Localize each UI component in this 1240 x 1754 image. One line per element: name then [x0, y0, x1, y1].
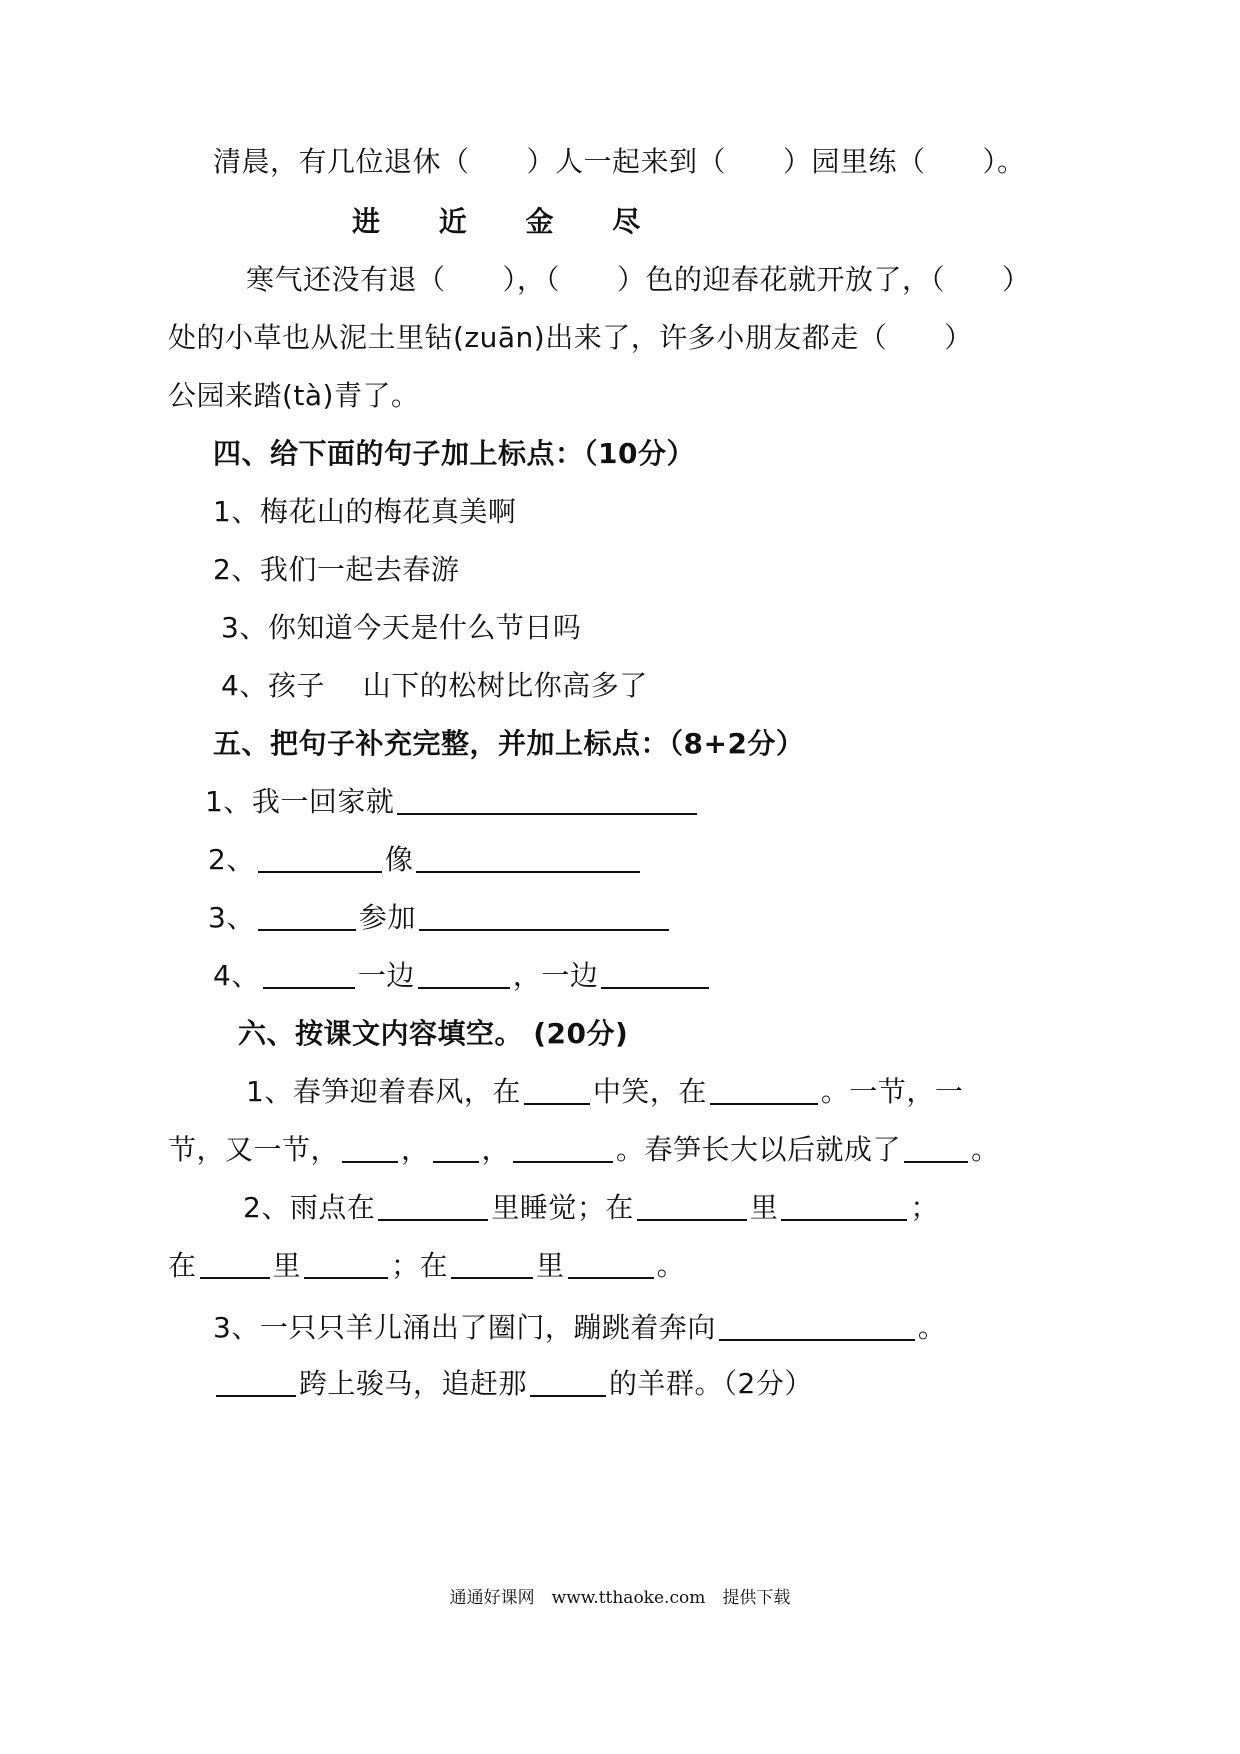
complete-sentence-2: 2、 像	[208, 840, 643, 880]
word-choice: 进	[352, 205, 381, 238]
punctuation-item: 3、你知道今天是什么节日吗	[221, 611, 582, 644]
punctuation-item: 4、孩子 山下的松树比你高多了	[221, 669, 648, 702]
section-6-heading: 六、按课文内容填空。 (20分)	[238, 1017, 629, 1050]
answer-blank[interactable]	[710, 1075, 818, 1105]
word-choices	[352, 202, 689, 242]
complete-sentence-4: 4、 一边 ，一边	[213, 956, 712, 996]
answer-blank[interactable]	[378, 1191, 488, 1221]
answer-blank[interactable]	[418, 959, 510, 989]
word-choice: 尽	[612, 205, 641, 238]
answer-blank[interactable]	[530, 1367, 606, 1397]
answer-blank[interactable]	[419, 901, 669, 931]
fill-paragraph-line: 寒气还没有退（ ），（ ）色的迎春花就开放了，（ ）	[246, 263, 1031, 296]
recall-question-3-line-2: 跨上骏马，追赶那 的羊群。（2分）	[213, 1364, 813, 1404]
recall-question-1-line-2: 节，又一节， ， ， 。春笋长大以后就成了 。	[168, 1133, 1000, 1166]
answer-blank[interactable]	[216, 1367, 296, 1397]
answer-blank[interactable]	[263, 959, 355, 989]
answer-blank[interactable]	[637, 1191, 747, 1221]
recall-question-1-line-1: 1、春笋迎着春风，在 中笑，在 。一节，一	[246, 1075, 964, 1108]
fill-paragraph-line: 处的小草也从泥土里钻(zuān)出来了，许多小朋友都走（ ）	[168, 321, 973, 354]
answer-blank[interactable]	[433, 1133, 479, 1163]
answer-blank[interactable]	[513, 1133, 613, 1163]
answer-blank[interactable]	[904, 1133, 968, 1163]
answer-blank[interactable]	[451, 1249, 533, 1279]
answer-blank[interactable]	[258, 901, 356, 931]
section-4-heading: 四、给下面的句子加上标点：（10分）	[213, 437, 695, 470]
fill-sentence-1: 清晨，有几位退休（ ）人一起来到（ ）园里练（ ）。	[213, 145, 1026, 178]
punctuation-item: 1、梅花山的梅花真美啊	[213, 495, 517, 528]
answer-blank[interactable]	[397, 785, 697, 815]
section-5-heading: 五、把句子补充完整，并加上标点：（8+2分）	[213, 727, 805, 760]
word-choice: 近	[438, 205, 468, 238]
answer-blank[interactable]	[719, 1311, 915, 1341]
answer-blank[interactable]	[258, 843, 382, 873]
word-choice: 金	[525, 205, 555, 238]
answer-blank[interactable]	[200, 1249, 270, 1279]
answer-blank[interactable]	[304, 1249, 388, 1279]
answer-blank[interactable]	[781, 1191, 907, 1221]
punctuation-item: 2、我们一起去春游	[213, 553, 460, 586]
answer-blank[interactable]	[416, 843, 640, 873]
page-footer: 通通好课网 www.tthaoke.com 提供下载	[449, 1588, 791, 1608]
complete-sentence-3: 3、 参加	[208, 898, 672, 938]
answer-blank[interactable]	[568, 1249, 654, 1279]
recall-question-3-line-1: 3、一只只羊儿涌出了圈门，蹦跳着奔向 。	[213, 1311, 947, 1344]
fill-paragraph-line: 公园来踏(tà)青了。	[168, 379, 420, 412]
recall-question-2-line-2: 在 里 ；在 里 。	[168, 1249, 686, 1282]
answer-blank[interactable]	[601, 959, 709, 989]
answer-blank[interactable]	[524, 1075, 590, 1105]
complete-sentence-1: 1、我一回家就	[205, 782, 700, 822]
answer-blank[interactable]	[342, 1133, 398, 1163]
recall-question-2-line-1: 2、雨点在 里睡觉；在 里 ；	[243, 1191, 939, 1224]
